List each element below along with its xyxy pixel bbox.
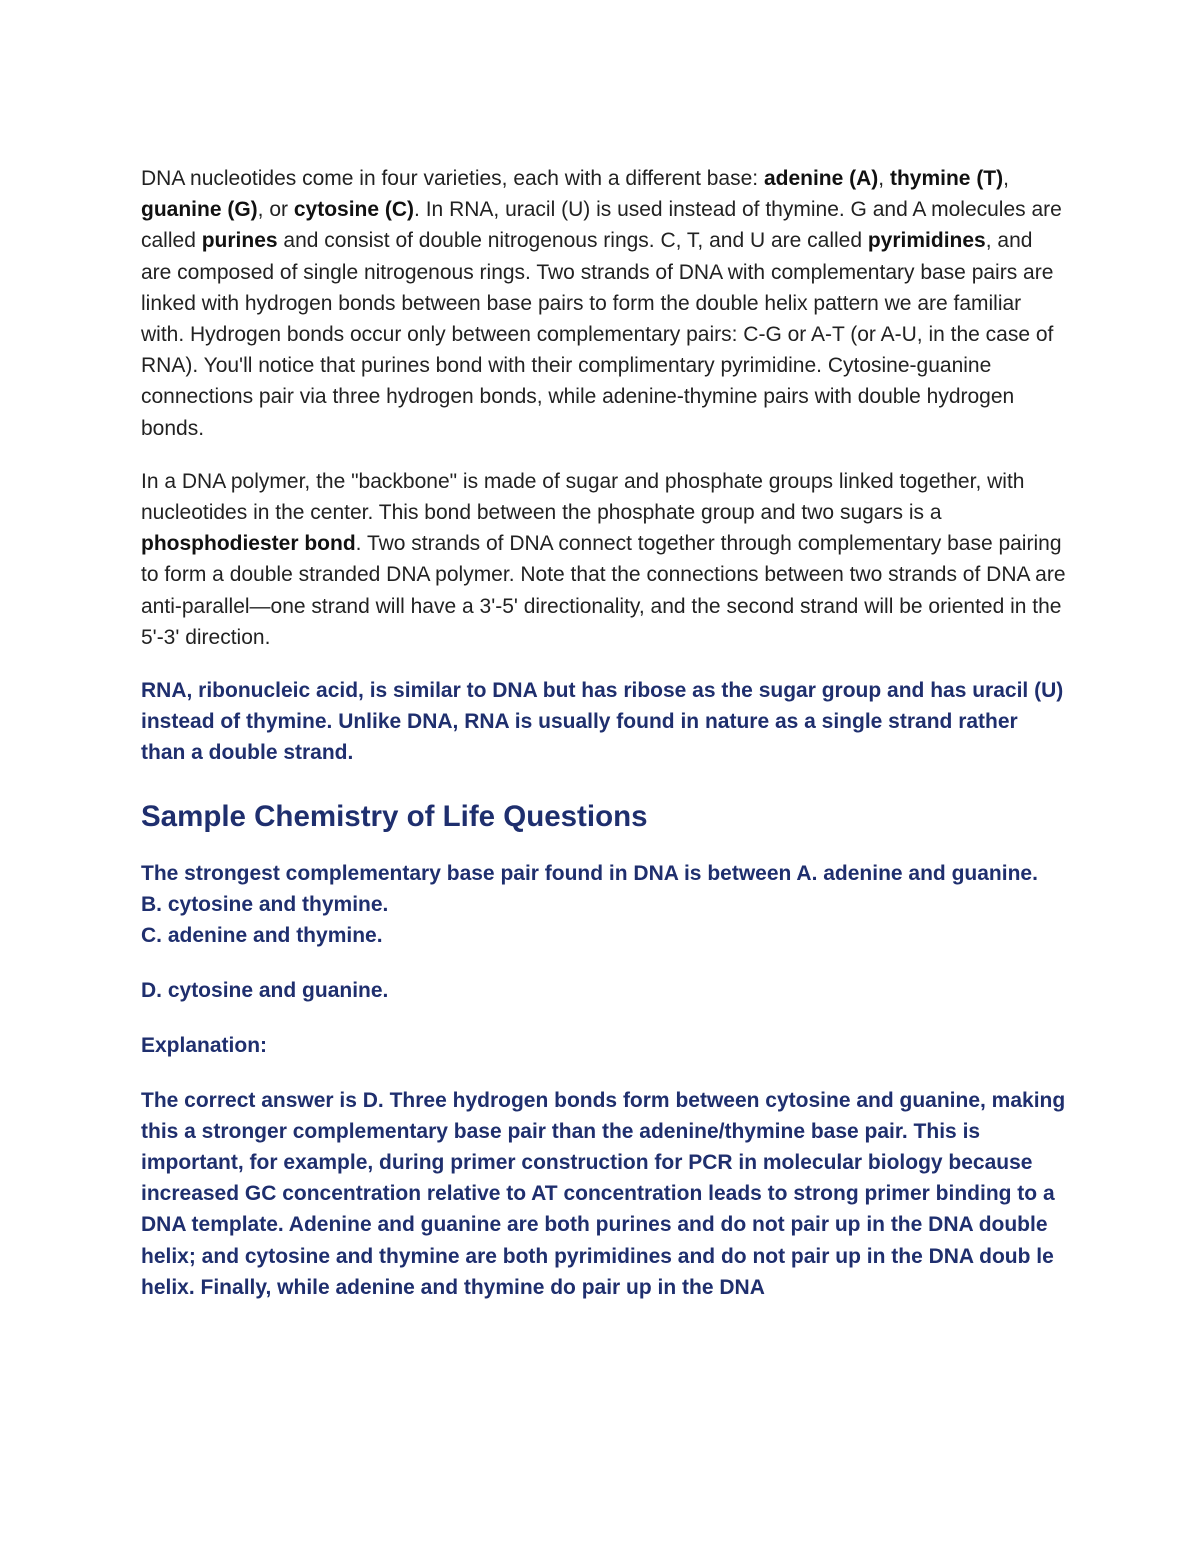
- text-run: ,: [1003, 167, 1009, 190]
- term-phosphodiester-bond: phosphodiester bond: [141, 532, 356, 556]
- text-run: DNA nucleotides come in four varieties, each with a different base:: [141, 167, 764, 190]
- term-pyrimidines: pyrimidines: [867, 229, 986, 253]
- option-b: B. cytosine and thymine.: [141, 892, 389, 916]
- term-adenine: adenine (A): [763, 167, 879, 190]
- text-run: In a DNA polymer, the "backbone" is made of sugar and phosphate groups linked together, with nucleotides in the center. This bond between the phosphate group and two sugars is a: [141, 469, 1025, 525]
- option-d: D. cytosine and guanine.: [141, 979, 389, 1003]
- term-thymine: thymine (T): [889, 167, 1004, 190]
- term-cytosine: cytosine (C): [293, 198, 415, 222]
- document-page: [141, 163, 1066, 1303]
- term-purines: purines: [201, 229, 278, 253]
- text-run: ,: [878, 167, 890, 190]
- text-run: . Two strands of DNA connect together through complementary base pairing to form a double stranded DNA polymer. Note that the connections between two strands of DNA are anti-parallel—one strand will have a 3'-5' directionality, and the second strand will be oriented in the 5'-3' direction.: [141, 532, 1066, 649]
- explanation-label: Explanation:: [141, 1034, 268, 1058]
- question-stem: The strongest complementary base pair found in DNA is between A. adenine and guanine.: [141, 861, 1038, 885]
- text-run: . In RNA, uracil (U) is used instead of thymine. G and A molecules are called: [141, 198, 1062, 253]
- text-run: , or: [257, 198, 294, 222]
- text-run: , and are composed of single nitrogenous rings. Two strands of DNA with complementary base pairs are linked with hydrogen bonds between base pairs to form the double helix pattern we are familiar with. Hydrogen bonds occur only between complementary pairs: C-G or A-T (or A-U, in the case of RNA). You'll notice that purines bond with their complimentary pyrimidine. Cytosine-guanine connections pair via three hydrogen bonds, while adenine-thymine pairs with double hydrogen bonds.: [141, 229, 1054, 440]
- option-c: C. adenine and thymine.: [141, 924, 383, 948]
- text-run: and consist of double nitrogenous rings. C, T, and U are called: [277, 229, 868, 253]
- paragraph-nucleotides: [141, 163, 1066, 444]
- term-guanine: guanine (G): [141, 198, 258, 222]
- rna-note: RNA, ribonucleic acid, is similar to DNA but has ribose as the sugar group and has uracil (U) instead of thymine. Unlike DNA, RNA is usually found in nature as a single strand rather than a double strand.: [141, 679, 1064, 765]
- explanation-text: The correct answer is D. Three hydrogen bonds form between cytosine and guanine, making this a stronger complementary base pair than the adenine/thymine base pair. This is important, for example, during primer construction for PCR in molecular biology because increased GC concentration relative to AT concentration leads to strong primer binding to a DNA template. Adenine and guanine are both purines and do not pair up in the DNA double helix; and cytosine and thymine are both pyrimidines and do not pair up in the DNA doub le helix. Finally, while adenine and thymine do pair up in the DNA: [141, 1088, 1066, 1299]
- paragraph-backbone: [141, 466, 1066, 653]
- section-heading: Sample Chemistry of Life Questions: [141, 799, 648, 833]
